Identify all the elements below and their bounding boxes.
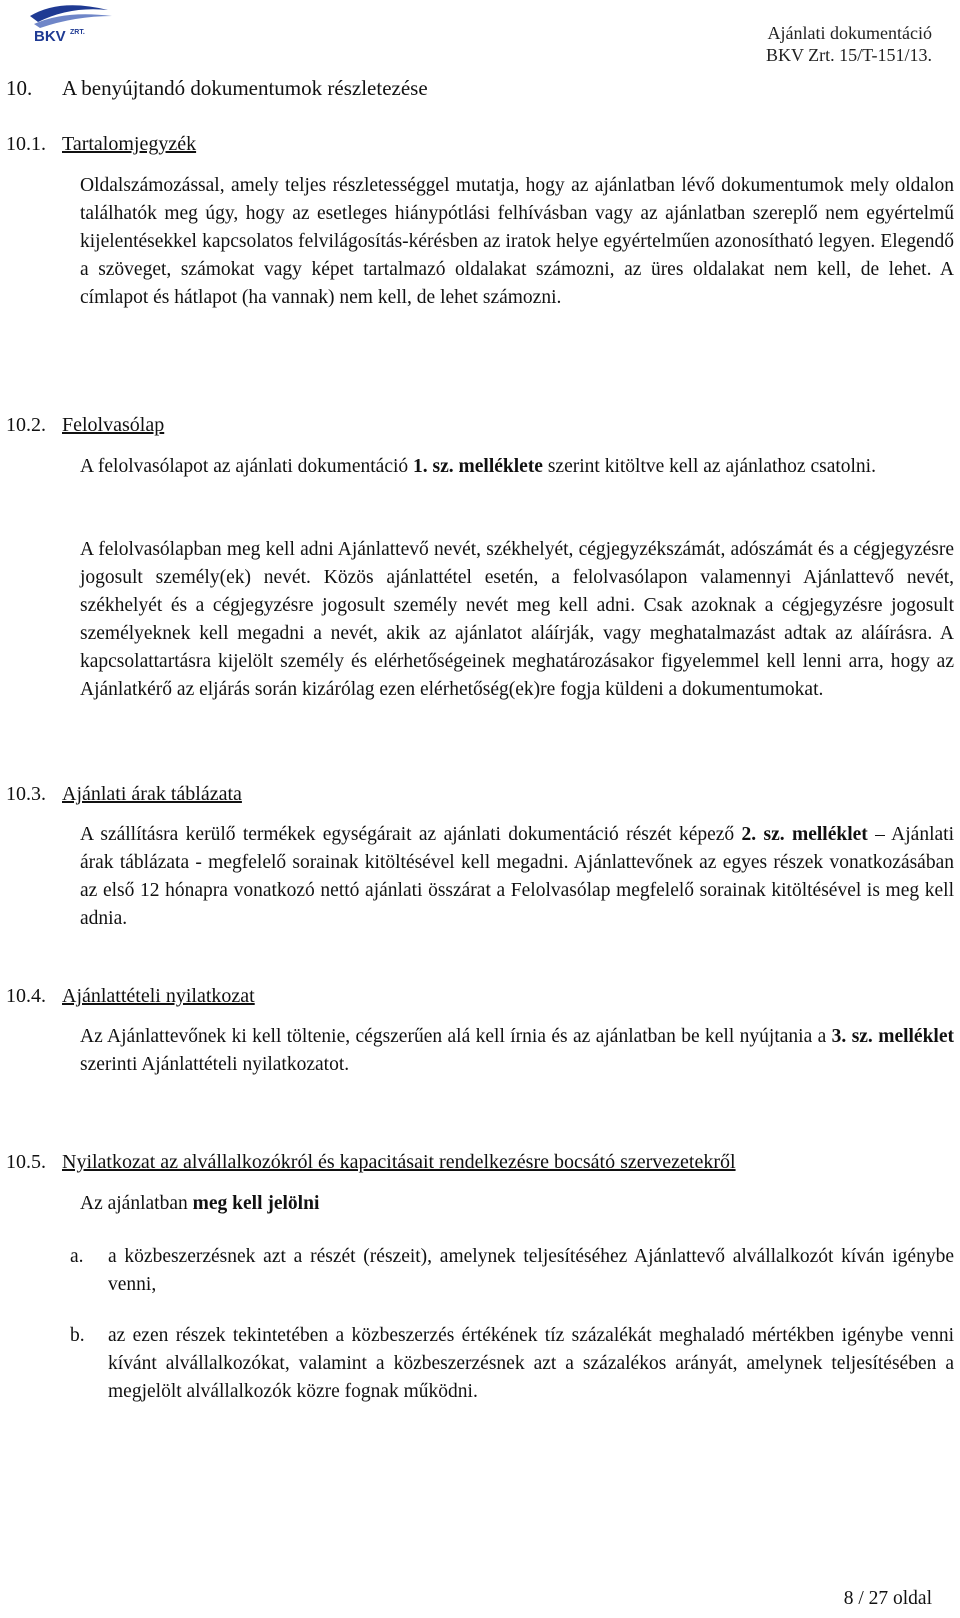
logo-text: BKV xyxy=(34,28,66,44)
paragraph-10-2-b: A felolvasólapban meg kell adni Ajánlattevő nevét, székhelyét, cégjegyzékszámát, adószámát és a cégjegyzésre jogosult személy(ek) nevét. Közös ajánlattétel esetén, a felolvasólapon valamennyi Ajánlattevő nevét, székhelyét és a cégjegyzésre jogosult személy nevét meg kell adni. Csak azoknak a cégjegyzésre jogosult személyeknek kell megadni a nevét, akik az ajánlatot aláírják, vagy meghatalmazást adtak az aláírásra. A kapcsolattartásra kijelölt személy és elérhetőségeinek meghatározásakor figyelemmel kell lenni arra, hogy az Ajánlatkérő az eljárás során kizárólag ezen elérhetőség(ek)re fogja küldeni a dokumentumokat. xyxy=(80,539,954,700)
bold-reference: 2. sz. melléklet xyxy=(741,824,868,845)
text-run: Az Ajánlattevőnek ki kell töltenie, cégszerűen alá kell írnia és az ajánlatban be kell nyújtania a xyxy=(80,1026,832,1047)
text-run: Az ajánlatban xyxy=(80,1193,193,1214)
doc-ref: BKV Zrt. 15/T-151/13. xyxy=(765,45,932,65)
logo-sup: ZRT. xyxy=(70,29,85,36)
heading-10-3 xyxy=(6,783,242,806)
paragraph-10-3 xyxy=(80,821,954,933)
section-heading xyxy=(6,76,428,101)
paragraph-10-5 xyxy=(80,1190,954,1218)
paragraph-10-2-a xyxy=(80,453,954,481)
paragraph-10-1: Oldalszámozással, amely teljes részletességgel mutatja, hogy az ajánlatban lévő dokumentumok mely oldalon találhatók meg úgy, hogy az esetleges hiánypótlási felhívásban vagy az ajánlatban szereplő nem egyértelmű kijelentésekkel kapcsolatos felvilágosítás-kérésben az iratok helye egyértelműen azonosítható legyen. Elegendő a szöveget, számokat vagy képet tartalmazó oldalakat számozni, az üres oldalakat nem kell, de lehet. A címlapot és hátlapot (ha vannak) nem kell, de lehet számozni. xyxy=(80,175,954,308)
header-info xyxy=(766,22,932,66)
heading-title: Tartalomjegyzék xyxy=(62,133,197,155)
section-number: 10. xyxy=(6,76,33,100)
list-label: a. xyxy=(70,1246,84,1267)
heading-title: Ajánlattételi nyilatkozat xyxy=(62,985,255,1007)
list-text: a közbeszerzésnek azt a részét (részeit), amelynek teljesítéséhez Ajánlattevő alvállalkozót kíván igénybe venni, xyxy=(108,1246,954,1295)
text-run: szerinti Ajánlattételi nyilatkozatot. xyxy=(80,1054,350,1075)
heading-title: Ajánlati árak táblázata xyxy=(62,783,242,805)
heading-number: 10.4. xyxy=(6,985,46,1007)
heading-title: Nyilatkozat az alvállalkozókról és kapacitásait rendelkezésre bocsátó szervezetekről xyxy=(62,1151,736,1173)
list-label: b. xyxy=(70,1325,85,1346)
heading-10-2 xyxy=(6,414,164,437)
heading-number: 10.1. xyxy=(6,133,46,155)
list-item xyxy=(70,1322,954,1406)
list-item xyxy=(70,1243,954,1299)
bold-reference: 1. sz. melléklete xyxy=(413,456,543,477)
page-number: 8 / 27 oldal xyxy=(843,1588,932,1609)
doc-type: Ajánlati dokumentáció xyxy=(767,23,932,43)
bold-reference: 3. sz. melléklet xyxy=(831,1026,954,1047)
heading-number: 10.5. xyxy=(6,1151,46,1173)
text-run: A felolvasólapot az ajánlati dokumentáció xyxy=(80,456,414,477)
section-title: A benyújtandó dokumentumok részletezése xyxy=(62,76,428,100)
heading-10-5 xyxy=(6,1151,736,1174)
heading-number: 10.3. xyxy=(6,783,46,805)
list-text: az ezen részek tekintetében a közbeszerzés értékének tíz százalékát meghaladó mértékben igénybe venni kívánt alvállalkozókat, valamint a közbeszerzésnek azt a százalékos arányát, amelynek teljesítésében a megjelölt alvállalkozók közre fognak működni. xyxy=(108,1325,954,1402)
paragraph-10-4 xyxy=(80,1023,954,1079)
heading-10-1 xyxy=(6,133,196,156)
heading-title: Felolvasólap xyxy=(62,414,165,436)
heading-10-4 xyxy=(6,985,255,1008)
heading-number: 10.2. xyxy=(6,414,46,436)
text-run: A szállításra kerülő termékek egységárait az ajánlati dokumentáció részét képező xyxy=(80,824,742,845)
bkv-logo xyxy=(20,2,115,44)
text-run: szerint kitöltve kell az ajánlathoz csatolni. xyxy=(542,456,876,477)
bold-phrase: meg kell jelölni xyxy=(192,1193,320,1214)
text-run: – Ajánlati árak táblázata - megfelelő sorainak kitöltésével kell megadni. Ajánlattevőnek az egyes részek vonatkozásában az első 12 hónapra vonatkozó nettó ajánlati összárat a Felolvasólap megfelelő sorainak kitöltésével is meg kell adnia. xyxy=(80,824,954,929)
